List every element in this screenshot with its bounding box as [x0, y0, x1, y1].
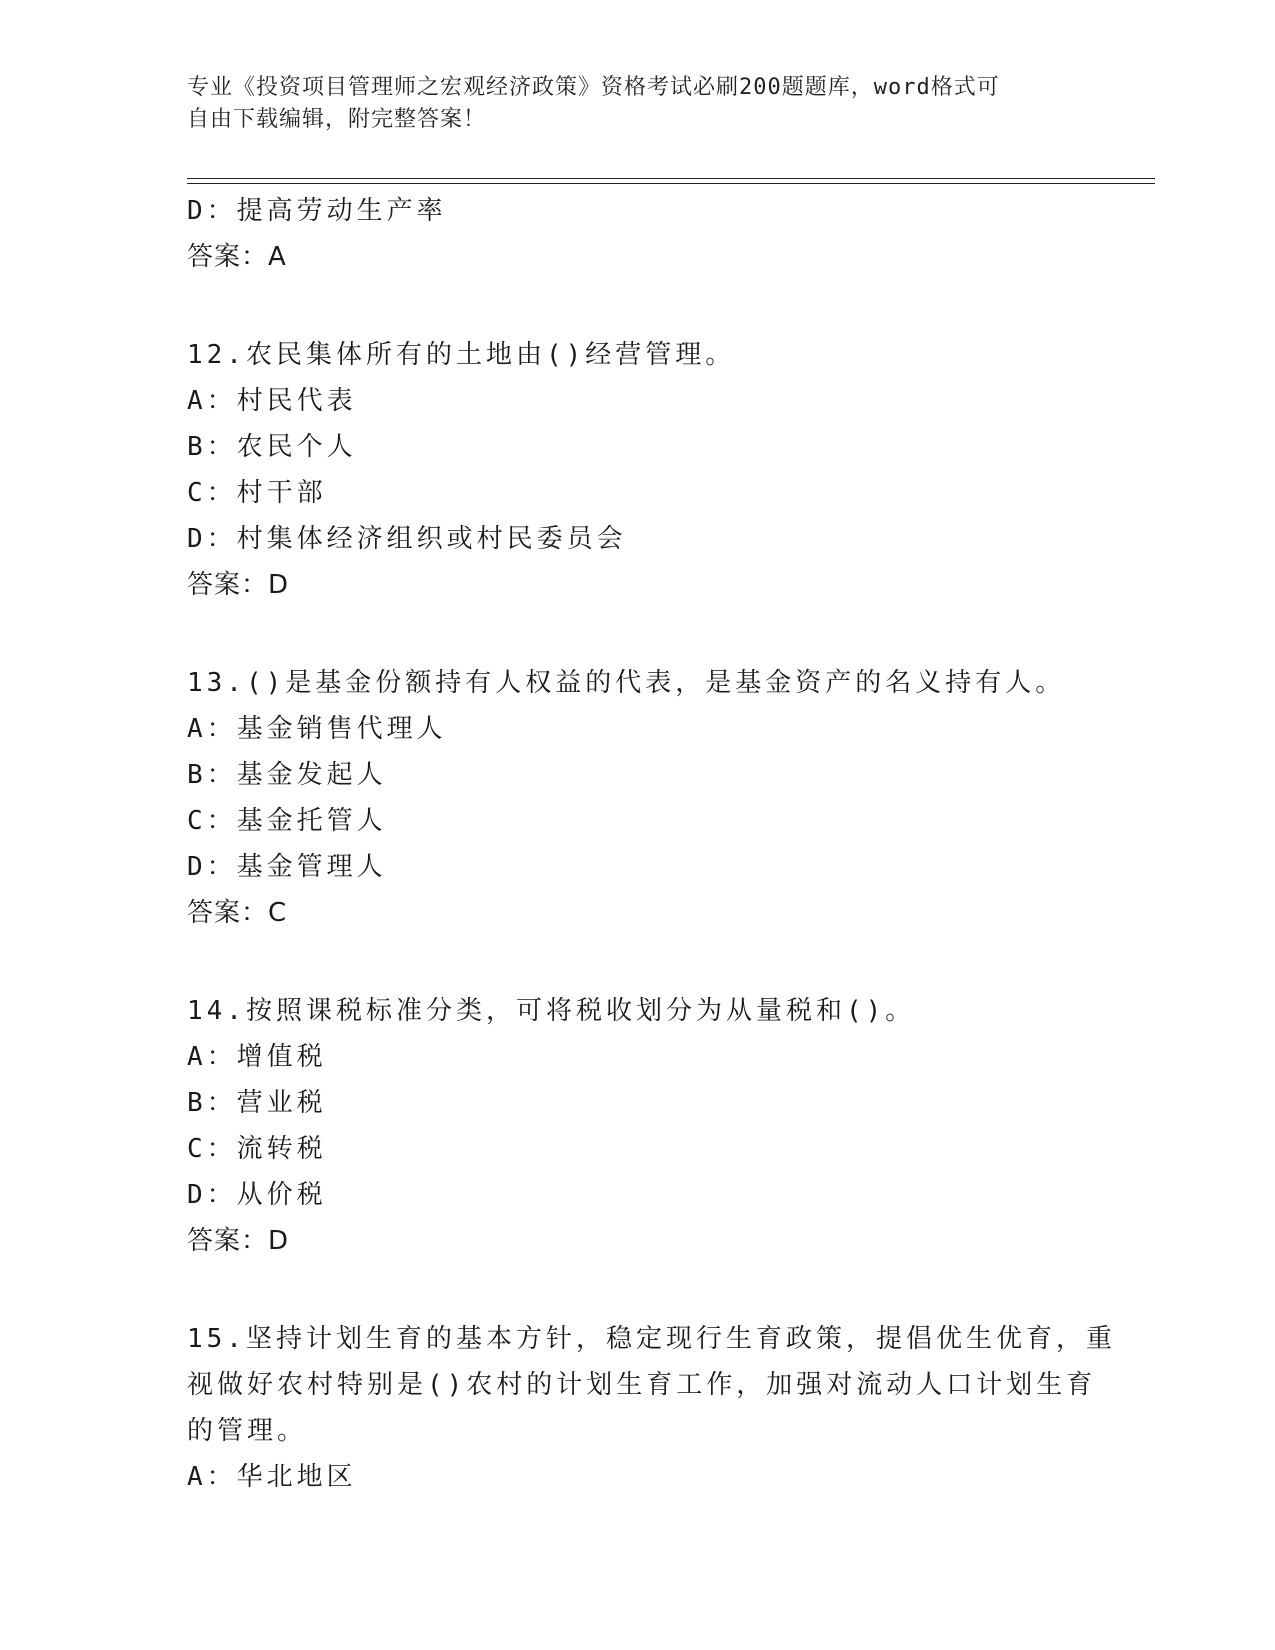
option-a: A：村民代表	[187, 386, 357, 416]
option-a: A：增值税	[187, 1042, 327, 1072]
option-c: C：基金托管人	[187, 806, 387, 836]
question-stem: 13.()是基金份额持有人权益的代表，是基金资产的名义持有人。	[187, 668, 1066, 698]
spacer	[187, 1264, 1087, 1310]
question-14	[187, 988, 1087, 1264]
option-a: A：华北地区	[187, 1462, 357, 1492]
question-stem-line-1: 15.坚持计划生育的基本方针，稳定现行生育政策，提倡优生优育，重	[187, 1324, 1116, 1354]
spacer	[187, 936, 1087, 982]
answer: 答案：D	[187, 1226, 290, 1256]
header-line-2: 自由下载编辑，附完整答案！	[187, 107, 487, 132]
option-a: A：基金销售代理人	[187, 714, 447, 744]
option-d: D：村集体经济组织或村民委员会	[187, 524, 627, 554]
question-15	[187, 1316, 1116, 1500]
previous-answer: 答案：A	[187, 242, 287, 272]
question-content	[187, 188, 1116, 1500]
spacer	[187, 280, 1087, 326]
document-header	[187, 72, 1067, 136]
question-stem-line-2: 视做好农村特别是()农村的计划生育工作，加强对流动人口计划生育	[187, 1370, 1097, 1400]
option-c: C：村干部	[187, 478, 327, 508]
previous-option-d: D：提高劳动生产率	[187, 196, 447, 226]
question-stem: 14.按照课税标准分类，可将税收划分为从量税和()。	[187, 996, 916, 1026]
option-b: B：营业税	[187, 1088, 327, 1118]
option-b: B：基金发起人	[187, 760, 387, 790]
question-13	[187, 660, 1087, 936]
question-stem: 12.农民集体所有的土地由()经营管理。	[187, 340, 736, 370]
header-line-1: 专业《投资项目管理师之宏观经济政策》资格考试必刷200题题库，word格式可	[187, 75, 1000, 100]
answer: 答案：C	[187, 898, 288, 928]
header-divider-bottom	[187, 183, 1155, 184]
spacer	[187, 608, 1087, 654]
option-b: B：农民个人	[187, 432, 357, 462]
option-d: D：从价税	[187, 1180, 327, 1210]
question-12	[187, 332, 1087, 608]
question-stem-line-3: 的管理。	[187, 1416, 308, 1446]
option-d: D：基金管理人	[187, 852, 387, 882]
header-divider-top	[187, 178, 1155, 179]
answer: 答案：D	[187, 570, 290, 600]
option-c: C：流转税	[187, 1134, 327, 1164]
